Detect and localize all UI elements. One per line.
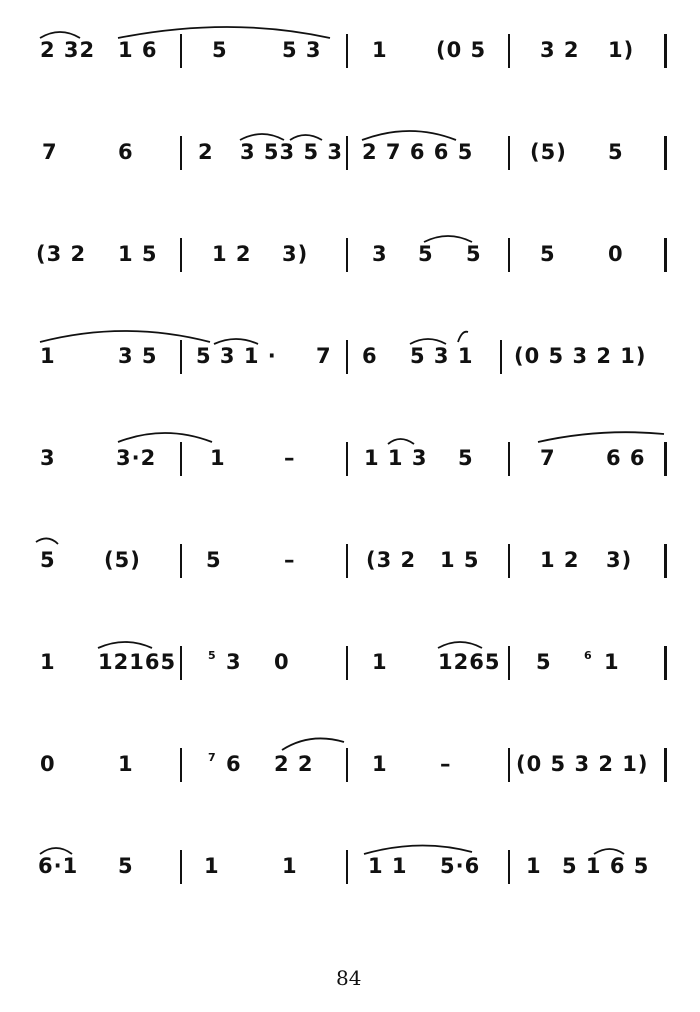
bar-line (180, 544, 182, 578)
score-system-8 (0, 736, 700, 836)
bar-line (664, 34, 667, 68)
note-group: 6 (362, 344, 378, 368)
note-group: 1 (210, 446, 226, 470)
bar-line (664, 544, 667, 578)
notes-row (0, 124, 700, 170)
bar-line (508, 34, 510, 68)
note-group: 3·2 (116, 446, 157, 470)
bar-line (508, 850, 510, 884)
score-system-7 (0, 634, 700, 734)
bar-line (664, 136, 667, 170)
note-group: 1 (40, 344, 56, 368)
bar-line (500, 340, 502, 374)
bar-line (180, 442, 182, 476)
note-group: 5 3 1 (410, 344, 474, 368)
grace-note: 6 (584, 649, 593, 662)
note-group: 5 3 (282, 38, 322, 62)
note-group: 1 1 3 (364, 446, 428, 470)
note-group: 7 (540, 446, 556, 470)
note-group: 1 (118, 752, 134, 776)
bar-line (180, 748, 182, 782)
bar-line (664, 442, 667, 476)
note-group: 1265 (438, 650, 501, 674)
score-system-1 (0, 22, 700, 122)
note-group: 5 (466, 242, 482, 266)
score-system-2 (0, 124, 700, 224)
bar-line (508, 136, 510, 170)
note-group: 3 53 5 3 (240, 140, 343, 164)
bar-line (346, 748, 348, 782)
notes-row (0, 736, 700, 782)
note-group: 1 (604, 650, 620, 674)
note-group: 6·1 (38, 854, 79, 878)
note-group: 5 (40, 548, 56, 572)
note-group: 3) (282, 242, 309, 266)
note-group: 5 1 6 5 (562, 854, 650, 878)
note-group: 5 (206, 548, 222, 572)
score-system-9 (0, 838, 700, 938)
bar-line (508, 748, 510, 782)
bar-line (508, 238, 510, 272)
note-group: 5 (536, 650, 552, 674)
note-group: – (284, 446, 296, 470)
bar-line (508, 442, 510, 476)
note-group: 5 (418, 242, 434, 266)
note-group: 1) (608, 38, 635, 62)
bar-line (346, 850, 348, 884)
bar-line (508, 646, 510, 680)
note-group: 1 (40, 650, 56, 674)
notes-row (0, 634, 700, 680)
note-group: 3 (372, 242, 388, 266)
note-group: 1 (526, 854, 542, 878)
notes-row (0, 226, 700, 272)
score-system-6 (0, 532, 700, 632)
note-group: 3 2 (540, 38, 580, 62)
note-group: 2 32 (40, 38, 96, 62)
bar-line (664, 748, 667, 782)
bar-line (346, 646, 348, 680)
score-system-4 (0, 328, 700, 428)
note-group: (5) (104, 548, 141, 572)
note-group: (3 2 (366, 548, 417, 572)
bar-line (180, 850, 182, 884)
grace-note: 7 (208, 751, 217, 764)
bar-line (346, 442, 348, 476)
note-group: 1 (282, 854, 298, 878)
note-group: 2 2 (274, 752, 314, 776)
note-group: 2 7 6 6 5 (362, 140, 474, 164)
note-group: 1 (372, 38, 388, 62)
note-group: 0 (274, 650, 290, 674)
bar-line (664, 646, 667, 680)
note-group: 1 2 (212, 242, 252, 266)
notes-row (0, 532, 700, 578)
note-group: 1 5 (440, 548, 480, 572)
note-group: (0 5 3 2 1) (516, 752, 649, 776)
note-group: 5 (118, 854, 134, 878)
note-group: 1 6 (118, 38, 158, 62)
note-group: 6 (226, 752, 242, 776)
bar-line (180, 34, 182, 68)
note-group: 5 (212, 38, 228, 62)
grace-note: 5 (208, 649, 217, 662)
note-group: (5) (530, 140, 567, 164)
bar-line (180, 136, 182, 170)
note-group: (3 2 (36, 242, 87, 266)
note-group: 1 (204, 854, 220, 878)
page-number: 84 (336, 966, 362, 990)
note-group: 5 (458, 446, 474, 470)
bar-line (664, 238, 667, 272)
note-group: 5·6 (440, 854, 481, 878)
note-group: – (440, 752, 452, 776)
note-group: 2 (198, 140, 214, 164)
notes-row (0, 430, 700, 476)
note-group: 7 (42, 140, 58, 164)
bar-line (346, 340, 348, 374)
note-group: 1 1 (368, 854, 408, 878)
note-group: 12165 (98, 650, 177, 674)
notes-row (0, 22, 700, 68)
note-group: 7 (316, 344, 332, 368)
note-group: (0 5 3 2 1) (514, 344, 647, 368)
score-system-5 (0, 430, 700, 530)
note-group: 3 5 (118, 344, 158, 368)
note-group: – (284, 548, 296, 572)
note-group: 1 5 (118, 242, 158, 266)
bar-line (346, 544, 348, 578)
note-group: 6 (118, 140, 134, 164)
bar-line (180, 340, 182, 374)
note-group: 3 (226, 650, 242, 674)
note-group: 1 (372, 650, 388, 674)
note-group: 3 (40, 446, 56, 470)
note-group: 0 (40, 752, 56, 776)
note-group: 5 3 1 · (196, 344, 277, 368)
note-group: 1 2 (540, 548, 580, 572)
score-system-3 (0, 226, 700, 326)
bar-line (180, 238, 182, 272)
note-group: 5 (608, 140, 624, 164)
note-group: 1 (372, 752, 388, 776)
bar-line (346, 34, 348, 68)
note-group: 6 6 (606, 446, 646, 470)
bar-line (180, 646, 182, 680)
note-group: 5 (540, 242, 556, 266)
note-group: (0 5 (436, 38, 487, 62)
bar-line (346, 238, 348, 272)
note-group: 3) (606, 548, 633, 572)
notes-row (0, 328, 700, 374)
note-group: 0 (608, 242, 624, 266)
bar-line (346, 136, 348, 170)
notes-row (0, 838, 700, 884)
bar-line (508, 544, 510, 578)
